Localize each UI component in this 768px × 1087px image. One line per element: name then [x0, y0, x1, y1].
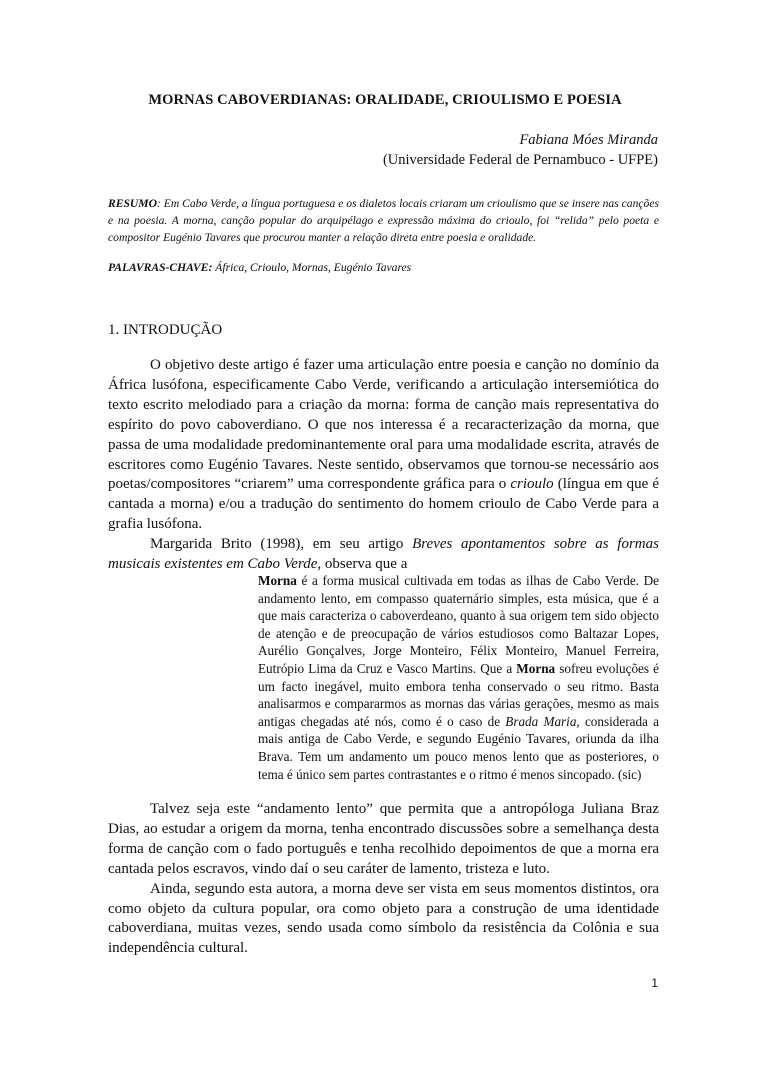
keywords-label: PALAVRAS-CHAVE:: [108, 261, 213, 274]
para1-text-a: O objetivo deste artigo é fazer uma articulação entre poesia e canção no domínio da África lusófona, especificamente Cabo Verde, verificando a articulação intersemiótica do texto escrito melodiado para a criação da morna: forma de canção mais representativa do espírito do povo caboverdiano. O que nos interessa é a recaracterização da morna, que passa de uma modalidade predominantemente oral para uma modalidade escrita, através de escritores como Eugénio Tavares. Neste sentido, observamos que tornou-se necessário aos poetas/compositores “criarem” uma correspondente gráfica para o: [108, 357, 659, 493]
quote-term-1: Morna: [258, 573, 297, 588]
author-affiliation: (Universidade Federal de Pernambuco - UFPE): [382, 152, 658, 168]
paragraph-2: [108, 535, 659, 575]
para1-text-b: (língua em que é cantada a morna) e/ou a tradução do sentimento do homem crioulo de Cabo Verde para a grafia lusófona.: [108, 476, 659, 533]
keywords: [108, 259, 659, 276]
para2-italic: Breves apontamentos sobre as formas musicais existentes em Cabo Verde: [108, 536, 659, 573]
paper-title: MORNAS CABOVERDIANAS: ORALIDADE, CRIOULISMO E POESIA: [148, 92, 622, 108]
quote-text-2: sofreu evoluções é um facto inegável, muito embora tenha conservado o seu ritmo. Basta analisarmos e compararmos as mornas das várias gerações, mesmo as mais antigas chegadas até nós, como é o caso de: [258, 660, 659, 729]
page-number: 1: [651, 976, 658, 990]
author-name: Fabiana Móes Miranda: [519, 132, 658, 148]
keywords-text: África, Crioulo, Mornas, Eugénio Tavares: [212, 261, 412, 274]
para2-text-b: , observa que a: [317, 556, 408, 573]
paragraph-4: Ainda, segundo esta autora, a morna deve ser vista em seus momentos distintos, ora como objeto da cultura popular, ora como objeto para a construção de uma identidade caboverdiana, muitas vezes, sendo usada como símbolo da resistência da Colônia e sua independência cultural.: [108, 880, 659, 957]
section-heading: 1. INTRODUÇÃO: [108, 322, 223, 338]
abstract: [108, 195, 659, 246]
paragraph-1: [108, 356, 659, 535]
para1-italic: crioulo: [510, 476, 554, 493]
para2-text-a: Margarida Brito (1998), em seu artigo: [150, 536, 413, 553]
intro-paragraphs: [108, 356, 659, 575]
quote-term-2: Morna: [516, 660, 556, 676]
block-quote: [258, 572, 659, 783]
abstract-label: RESUMO: [108, 197, 157, 210]
quote-text-3: , considerada a mais antiga de Cabo Verde, e segundo Eugénio Tavares, oriunda da ilha Brava. Tem um andamento um pouco menos lento que as posteriores, o tema é único sem partes contrastantes e o ritmo é menos sincopado. (sic): [258, 713, 659, 782]
paragraph-3: Talvez seja este “andamento lento” que permita que a antropóloga Juliana Braz Dias, ao estudar a origem da morna, tenha encontrado discussões sobre a semelhança desta forma de canção com o fado português e tenha recolhido depoimentos de que a morna era cantada pelos escravos, vindo daí o seu caráter de lamento, tristeza e luto.: [108, 801, 659, 877]
abstract-text: : Em Cabo Verde, a língua portuguesa e os dialetos locais criaram um crioulismo que se insere nas canções e na poesia. A morna, canção popular do arquipélago e expressão máxima do crioulo, foi “relida” pelo poeta e compositor Eugénio Tavares que procurou manter a relação direta entre poesia e oralidade.: [108, 197, 659, 244]
closing-paragraphs: [108, 800, 659, 959]
quote-text-1: é a forma musical cultivada em todas as ilhas de Cabo Verde. De andamento lento, em compasso quaternário simples, esta música, que é a que mais caracteriza o caboverdeano, quanto à sua origem tem sido objecto de atenção e de preocupação de vários estudiosos como Baltazar Lopes, Aurélio Gonçalves, Jorge Monteiro, Félix Monteiro, Manuel Ferreira, Eutrópio Lima da Cruz e Vasco Martins. Que a: [258, 573, 659, 676]
quote-italic: Brada Maria: [505, 713, 577, 729]
author-block: [383, 130, 658, 170]
